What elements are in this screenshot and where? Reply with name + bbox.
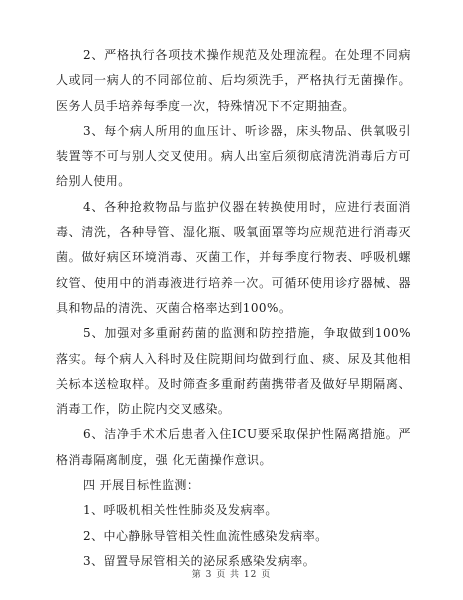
monitoring-item: 3、留置导尿管相关的泌尿系感染发病率。 bbox=[83, 553, 316, 568]
paragraph-isolation: 6、洁净手术术后患者入住ICU要采取保护性隔离措施。严格消毒隔离制度，强 化无菌操作意识。 bbox=[56, 427, 411, 467]
paragraph-mdro-control: 5、加强对多重耐药菌的监测和防控措施，争取做到100%落实。每个病人入科时及住院期间均做到行血、痰、尿及其他相关标本送检取样。及时筛查多重耐药菌携带者及做好早期隔离、消毒工作，防止院内交叉感染。 bbox=[56, 326, 411, 417]
page-number-footer: 第 3 页 共 12 页 bbox=[191, 570, 272, 580]
section-heading: 四 开展目标性监测： bbox=[83, 478, 200, 493]
paragraph-disinfection: 4、各种抢救物品与监护仪器在转换使用时，应进行表面消毒、清洗，各种导管、湿化瓶、吸氧面罩等均应规范进行消毒灭菌。做好病区环境消毒、灭菌工作，并每季度行物表、呼吸机螺纹管、使用中的消毒液进行培养一次。可循环使用诊疗器械、器具和物品的清洗、灭菌合格率达到100%。 bbox=[56, 199, 411, 315]
document-body bbox=[56, 43, 411, 574]
paragraph-hand-hygiene: 2、严格执行各项技术操作规范及处理流程。在处理不同病人或同一病人的不同部位前、后均须洗手，严格执行无菌操作。医务人员手培养每季度一次，特殊情况下不定期抽查。 bbox=[56, 48, 411, 113]
monitoring-item: 2、中心静脉导管相关性血流性感染发病率。 bbox=[83, 528, 328, 543]
paragraph-equipment-separation: 3、每个病人所用的血压计、听诊器，床头物品、供氧吸引装置等不可与别人交叉使用。病人出室后须彻底清洗消毒后方可给别人使用。 bbox=[56, 123, 411, 189]
monitoring-item: 1、呼吸机相关性性肺炎及发病率。 bbox=[83, 503, 278, 518]
